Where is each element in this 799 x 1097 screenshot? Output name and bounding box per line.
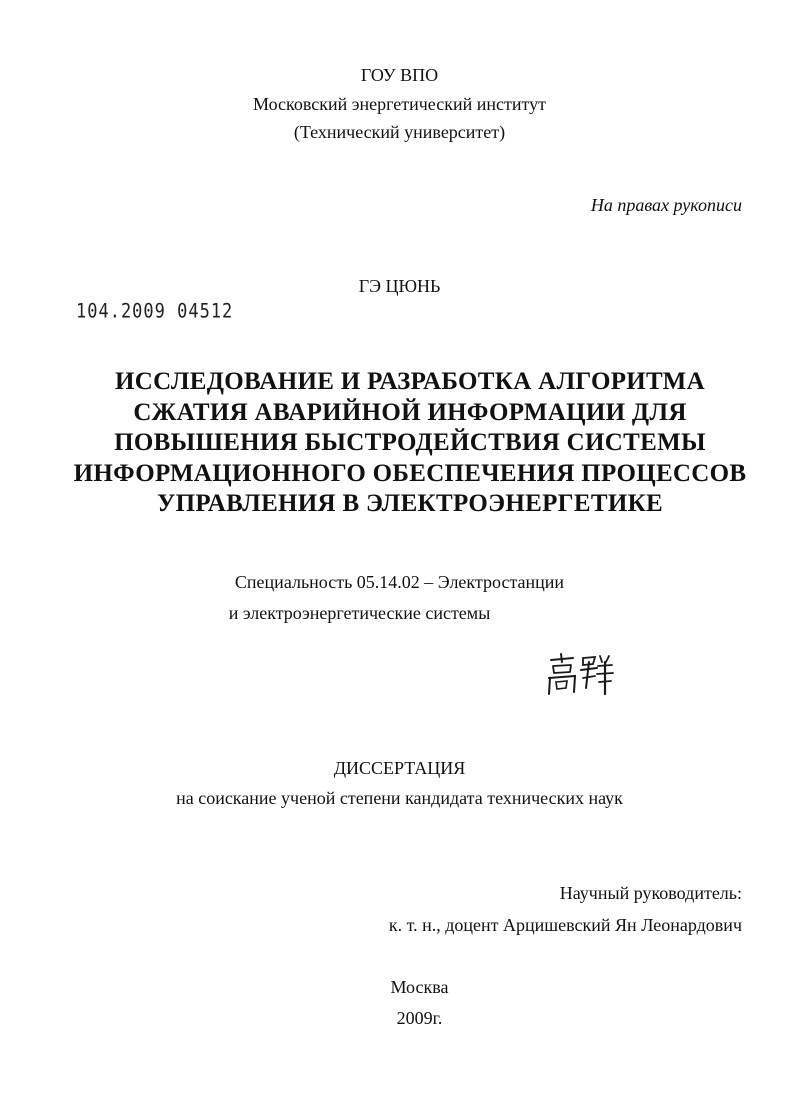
institute-line: Московский энергетический институт bbox=[253, 94, 546, 114]
title-line: СЖАТИЯ АВАРИЙНОЙ ИНФОРМАЦИИ ДЛЯ bbox=[133, 398, 687, 426]
author-name: ГЭ ЦЮНЬ bbox=[358, 276, 441, 296]
title-line: ПОВЫШЕНИЯ БЫСТРОДЕЙСТВИЯ СИСТЕМЫ bbox=[114, 429, 706, 456]
title-line: УПРАВЛЕНИЯ В ЭЛЕКТРОЭНЕРГЕТИКЕ bbox=[157, 490, 663, 517]
specialty-line-2: и электроэнергетические системы bbox=[228, 603, 491, 623]
title-line: ИНФОРМАЦИОННОГО ОБЕСПЕЧЕНИЯ ПРОЦЕССОВ bbox=[73, 459, 747, 487]
handwritten-signature bbox=[545, 652, 615, 697]
catalog-stamp: 104.2009 04512 bbox=[76, 300, 234, 323]
specialty-line-1: Специальность 05.14.02 – Электростанции bbox=[234, 572, 565, 592]
degree-line: на соискание ученой степени кандидата технических наук bbox=[176, 788, 623, 808]
advisor-label: Научный руководитель: bbox=[559, 883, 742, 903]
org-line: ГОУ ВПО bbox=[360, 65, 439, 85]
place: Москва bbox=[390, 977, 449, 997]
advisor-name: к. т. н., доцент Арцишевский Ян Леонардович bbox=[388, 915, 742, 935]
dissertation-title bbox=[60, 367, 760, 520]
university-line: (Технический университет) bbox=[293, 122, 506, 142]
year: 2009г. bbox=[396, 1008, 443, 1028]
title-line: ИССЛЕДОВАНИЕ И РАЗРАБОТКА АЛГОРИТМА bbox=[115, 368, 705, 395]
work-type: ДИССЕРТАЦИЯ bbox=[333, 758, 466, 778]
rights-note: На правах рукописи bbox=[590, 195, 742, 215]
